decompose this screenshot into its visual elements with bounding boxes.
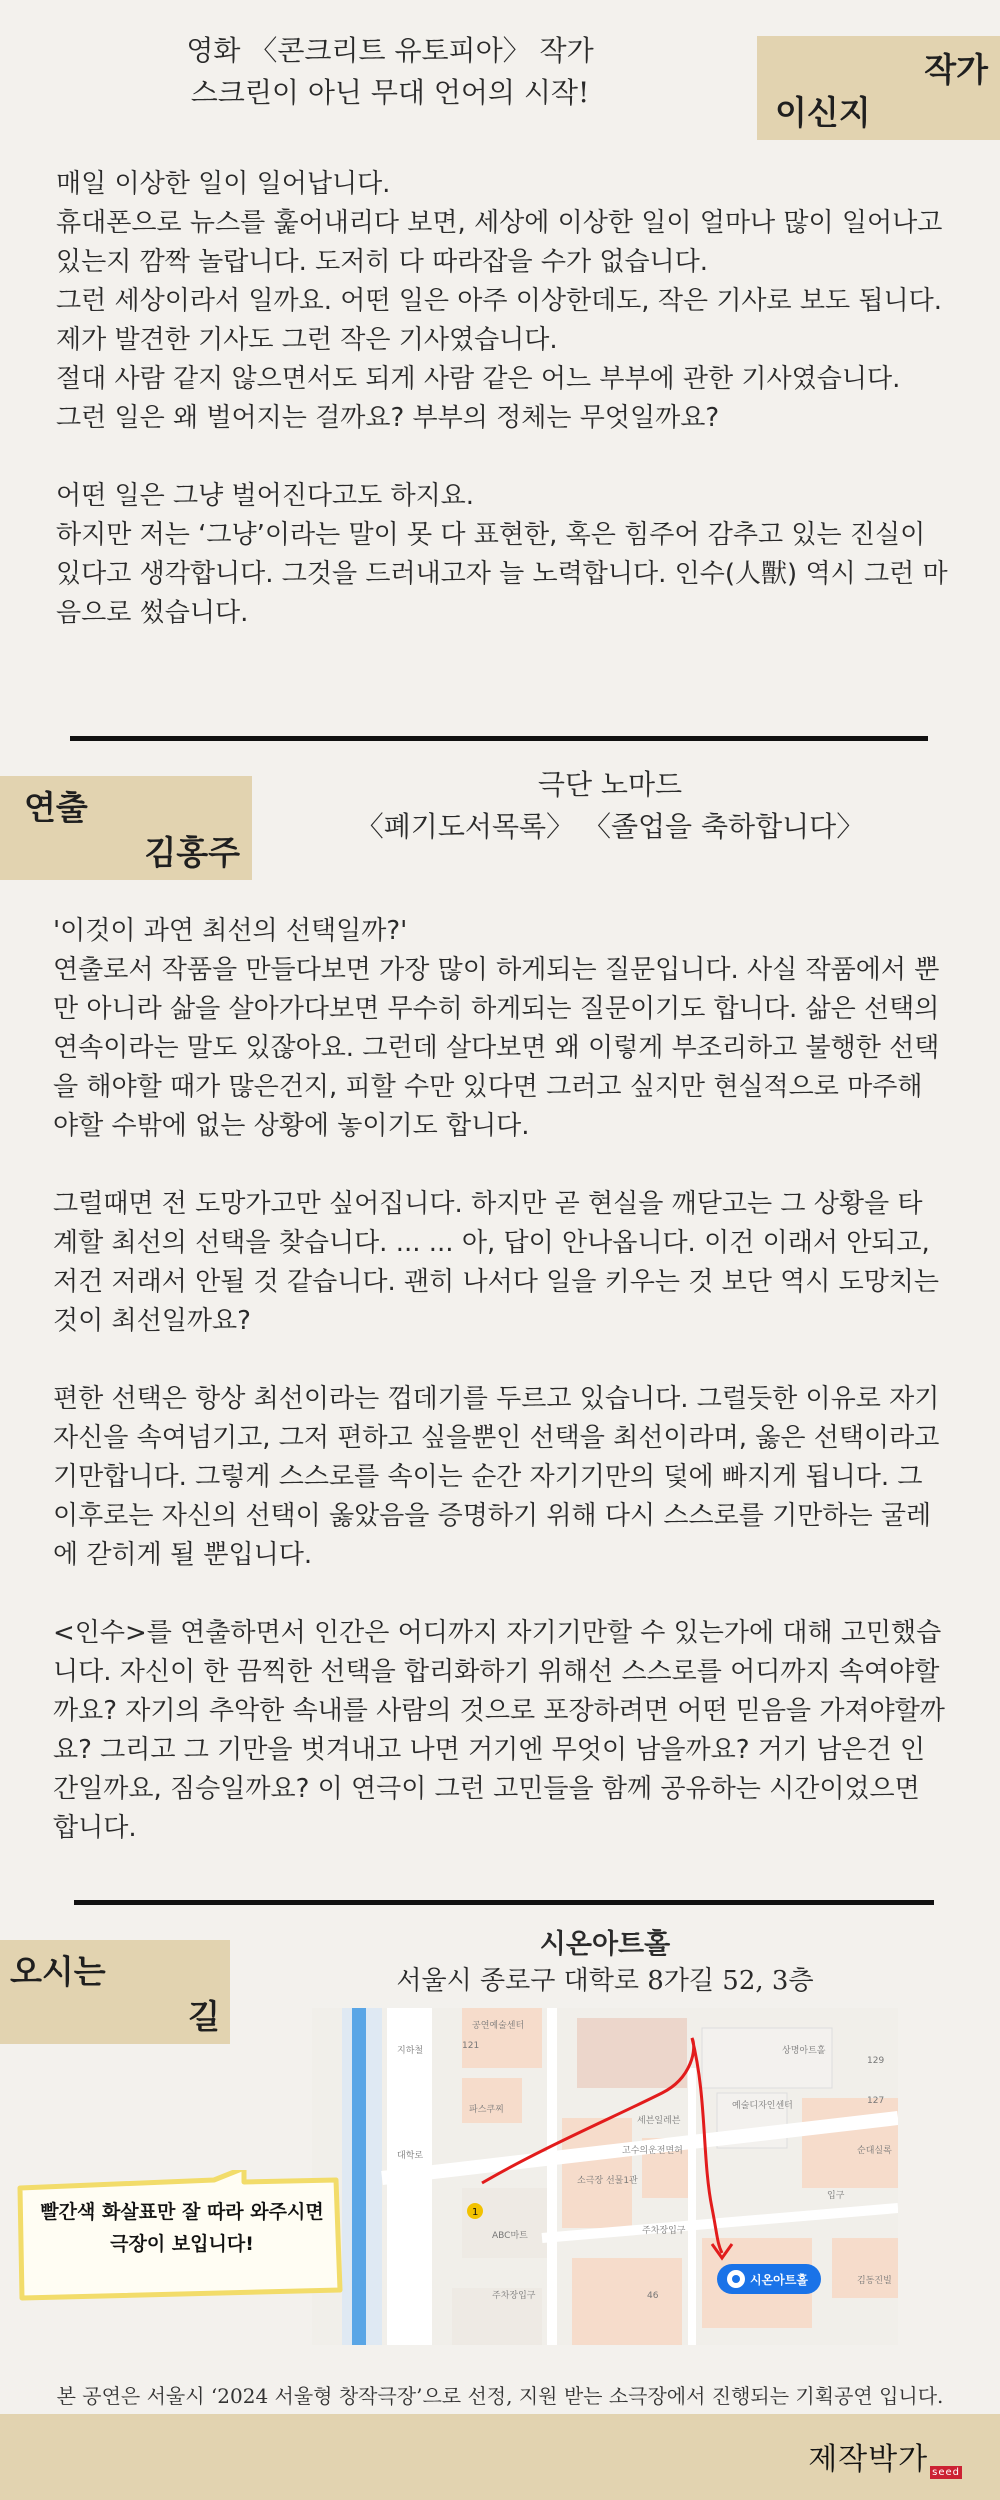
writer-role: 작가	[924, 50, 988, 89]
director-paragraph: 편한 선택은 항상 최선이라는 껍데기를 두르고 있습니다. 그럴듯한 이유로 자기 자신을 속여넘기고, 그저 편하고 싶을뿐인 선택을 최선이라며, 옳은 선택이라고 기만합니다. 그렇게 스스로를 속이는 순간 자기기만의 덫에 빠지게 됩니다. 그 이후로는 자신의 선택이 옳았음을 증명하기 위해 다시 스스로를 기만하는 굴레에 갇히게 될 뿐입니다.	[53, 1384, 940, 1570]
writer-paragraph: 절대 사람 같지 않으면서도 되게 사람 같은 어느 부부에 관한 기사였습니다.	[56, 364, 901, 394]
writer-subtitle-line2: 스크린이 아닌 무대 언어의 시작!	[190, 76, 590, 109]
writer-statement	[56, 165, 950, 633]
director-paragraph: 연출로서 작품을 만들다보면 가장 많이 하게되는 질문입니다. 사실 작품에서 뿐만 아니라 삶을 살아가다보면 무수히 하게되는 질문이기도 합니다. 삶은 선택의 연속이라는 말도 있잖아요. 그런데 살다보면 왜 이렇게 부조리하고 불행한 선택을 해야할 때가 많은건지, 피할 수만 있다면 그러고 싶지만 현실적으로 마주해야할 수밖에 없는 상황에 놓이기도 합니다.	[53, 955, 940, 1141]
writer-paragraph	[56, 438, 950, 477]
section-divider	[70, 736, 928, 741]
writer-paragraph: 그런 일은 왜 벌어지는 걸까요? 부부의 정체는 무엇일까요?	[56, 403, 720, 433]
writer-paragraph: 휴대폰으로 뉴스를 훑어내리다 보면, 세상에 이상한 일이 얼마나 많이 일어나고 있는지 깜짝 놀랍니다. 도저히 다 따라잡을 수가 없습니다.	[56, 208, 943, 277]
writer-subtitle	[130, 30, 650, 114]
writer-name: 이신지	[775, 93, 871, 132]
speech-bubble	[14, 2170, 344, 2309]
venue-name: 시온아트홀	[539, 1929, 671, 1960]
director-paragraph	[53, 1575, 947, 1614]
footer-bar	[0, 2414, 1000, 2500]
writer-paragraph: 그런 세상이라서 일까요. 어떤 일은 아주 이상한데도, 작은 기사로 보도 됩니다.	[56, 286, 943, 316]
company-logo-mini: seed	[932, 2467, 960, 2478]
directions-label-line2: 길	[188, 1997, 220, 2036]
map-label: 소극장 선물1관	[577, 2176, 638, 2186]
company-logo-text: 제작박가	[808, 2442, 929, 2477]
venue-address: 서울시 종로구 대학로 8가길 52, 3층	[396, 1966, 814, 1996]
director-paragraph: '이것이 과연 최선의 선택일까?'	[53, 916, 408, 946]
map-label: 주차장입구	[642, 2226, 686, 2236]
map-label: 대학로	[397, 2151, 424, 2161]
writer-paragraph: 어떤 일은 그냥 벌어진다고도 하지요.	[56, 481, 475, 511]
map-label: 127	[867, 2096, 885, 2106]
section-divider	[74, 1900, 934, 1905]
map-label: 공연예술센터	[472, 2021, 525, 2031]
director-tag	[0, 776, 252, 880]
map-label: 입구	[827, 2191, 845, 2201]
support-notice: 본 공연은 서울시 ‘2024 서울형 창작극장’으로 선정, 지원 받는 소극장에서 진행되는 기획공연 입니다.	[56, 2384, 944, 2408]
location-map[interactable]	[312, 2008, 898, 2345]
director-paragraph	[53, 1146, 947, 1185]
map-label: 121	[462, 2041, 480, 2051]
map-label: 상명아트홀	[782, 2046, 826, 2056]
writer-paragraph: 제가 발견한 기사도 그런 작은 기사였습니다.	[56, 325, 558, 355]
map-label: 김동진빌	[857, 2276, 892, 2286]
director-paragraph: <인수>를 연출하면서 인간은 어디까지 자기기만할 수 있는가에 대해 고민했습니다. 자신이 한 끔찍한 선택을 합리화하기 위해선 스스로를 어디까지 속여야할까요? 자기의 추악한 속내를 사람의 것으로 포장하려면 어떤 믿음을 가져야할까요? 그리고 그 기만을 벗겨내고 나면 거기엔 무엇이 남을까요? 거기 남은건 인간일까요, 짐승일까요? 이 연극이 그런 고민들을 함께 공유하는 시간이었으면 합니다.	[53, 1618, 945, 1843]
map-label: 세븐일레븐	[637, 2116, 681, 2126]
map-label: 지하철	[397, 2046, 424, 2056]
map-label: 46	[647, 2291, 659, 2301]
director-company: 극단 노마드	[537, 768, 683, 801]
venue-pin-label: 시온아트홀	[750, 2273, 808, 2287]
director-statement	[53, 912, 947, 1848]
directions-tag	[0, 1940, 230, 2044]
director-works: 〈폐기도서목록〉 〈졸업을 축하합니다〉	[355, 810, 865, 843]
director-role: 연출	[24, 788, 88, 827]
map-label: 고수의운전면허	[622, 2146, 683, 2156]
bubble-line1: 빨간색 화살표만 잘 따라 와주시면	[40, 2201, 324, 2223]
writer-paragraph: 하지만 저는 ‘그냥’이라는 말이 못 다 표현한, 혹은 힘주어 감추고 있는 진실이 있다고 생각합니다. 그것을 드러내고자 늘 노력합니다. 인수(人獸) 역시 그런 마음으로 썼습니다.	[56, 520, 948, 628]
bubble-line2: 극장이 보입니다!	[110, 2233, 254, 2255]
map-label: 순대실록	[857, 2146, 892, 2156]
director-paragraph	[53, 1341, 947, 1380]
map-label: 예술디자인센터	[732, 2101, 793, 2111]
directions-label-line1: 오시는	[10, 1952, 106, 1991]
map-label: 주차장입구	[492, 2291, 536, 2301]
map-label: 1	[472, 2207, 479, 2218]
map-label: 129	[867, 2056, 885, 2066]
map-label: ABC마트	[492, 2231, 528, 2241]
map-label: 파스쿠찌	[469, 2105, 504, 2115]
writer-subtitle-line1: 영화 〈콘크리트 유토피아〉 작가	[186, 34, 594, 67]
director-subtitle	[320, 764, 900, 848]
company-logo	[808, 2434, 962, 2478]
writer-tag	[757, 36, 1000, 140]
writer-paragraph: 매일 이상한 일이 일어납니다.	[56, 169, 391, 199]
map-pin-icon	[732, 2275, 740, 2283]
director-name: 김홍주	[144, 833, 240, 872]
director-paragraph: 그럴때면 전 도망가고만 싶어집니다. 하지만 곧 현실을 깨닫고는 그 상황을 타계할 최선의 선택을 찾습니다. ... ... 아, 답이 안나옵니다. 이건 이래서 안되고, 저건 저래서 안될 것 같습니다. 괜히 나서다 일을 키우는 것 보단 역시 도망치는 것이 최선일까요?	[53, 1189, 940, 1336]
